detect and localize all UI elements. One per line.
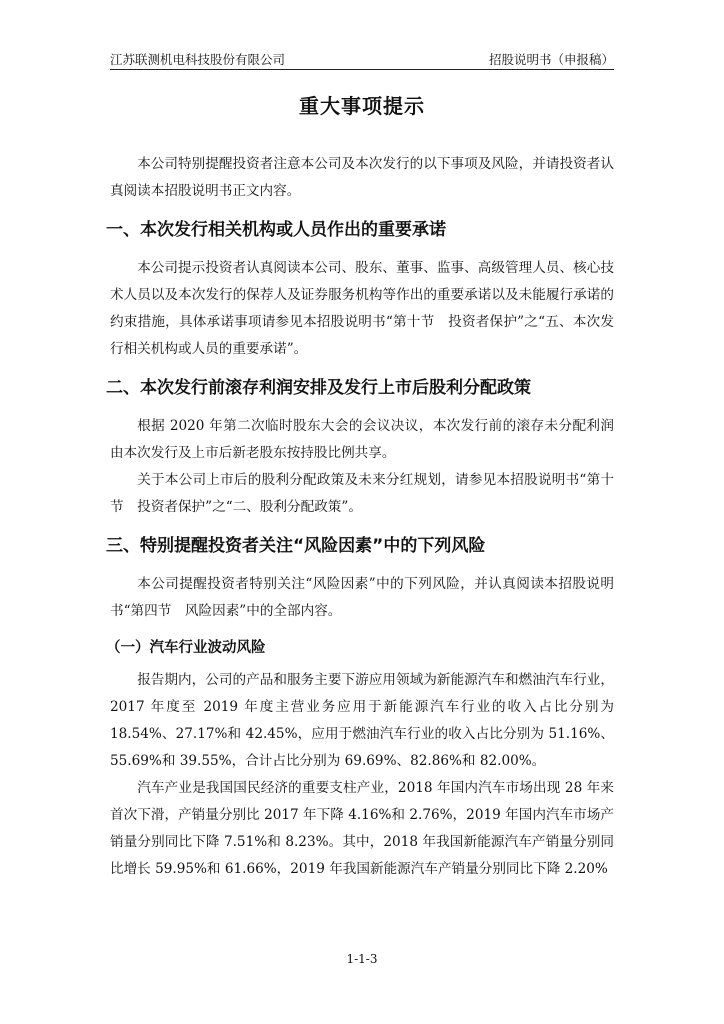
section-heading-2: 二、本次发行前滚存利润安排及发行上市后股利分配政策 — [106, 378, 531, 398]
section-2-paragraph-1: 根据 2020 年第二次临时股东大会的会议决议，本次发行前的滚存未分配利润由本次发行及上市后新老股东按持股比例共享。 — [110, 418, 614, 461]
subsection-paragraph-2: 汽车产业是我国国民经济的重要支柱产业，2018 年国内汽车市场出现 28 年来首次下滑，产销量分别比 2017 年下降 4.16%和 2.76%，2019 年国内汽车市场产销量分别同比下降 7.51%和 8.23%。其中，2018 年我国新能源汽车产销量分别同比增长 59.95%和 61.66%，2019 年我国新能源汽车产销量分别同比下降 2.20% — [110, 780, 614, 877]
section-2-paragraph-2: 关于本公司上市后的股利分配政策及未来分红规划，请参见本招股说明书“第十节 投资者保护”之“二、股利分配政策”。 — [110, 472, 614, 515]
page-title: 重大事项提示 — [299, 94, 425, 118]
page-content — [106, 90, 614, 883]
header-rule — [110, 69, 614, 70]
section-1-paragraph: 本公司提示投资者认真阅读本公司、股东、董事、监事、高级管理人员、核心技术人员以及本次发行的保荐人及证券服务机构等作出的重要承诺以及未能履行承诺的约束措施，具体承诺事项请参见本招股说明书“第十节 投资者保护”之“五、本次发行相关机构或人员的重要承诺”。 — [110, 260, 614, 357]
header-company: 江苏联测机电科技股份有限公司 — [110, 52, 286, 67]
subsection-paragraph-1: 报告期内，公司的产品和服务主要下游应用领域为新能源汽车和燃油汽车行业，2017 年度至 2019 年度主营业务应用于新能源汽车行业的收入占比分别为 18.54%、27.17%和 42.45%，应用于燃油汽车行业的收入占比分别为 51.16%、55.69%和 39.55%，合计占比分别为 69.69%、82.86%和 82.00%。 — [110, 672, 614, 769]
page-number: 1-1-3 — [346, 952, 378, 966]
page-header — [110, 50, 614, 70]
section-heading-3: 三、特别提醒投资者关注“风险因素”中的下列风险 — [106, 536, 486, 556]
intro-paragraph: 本公司特别提醒投资者注意本公司及本次发行的以下事项及风险，并请投资者认真阅读本招股说明书正文内容。 — [110, 156, 614, 199]
subsection-heading: （一）汽车行业波动风险 — [106, 640, 266, 656]
header-doc-type: 招股说明书（申报稿） — [488, 52, 614, 67]
section-3-paragraph: 本公司提醒投资者特别关注“风险因素”中的下列风险，并认真阅读本招股说明书“第四节 风险因素”中的全部内容。 — [110, 576, 614, 619]
section-heading-1: 一、本次发行相关机构或人员作出的重要承诺 — [106, 220, 446, 240]
